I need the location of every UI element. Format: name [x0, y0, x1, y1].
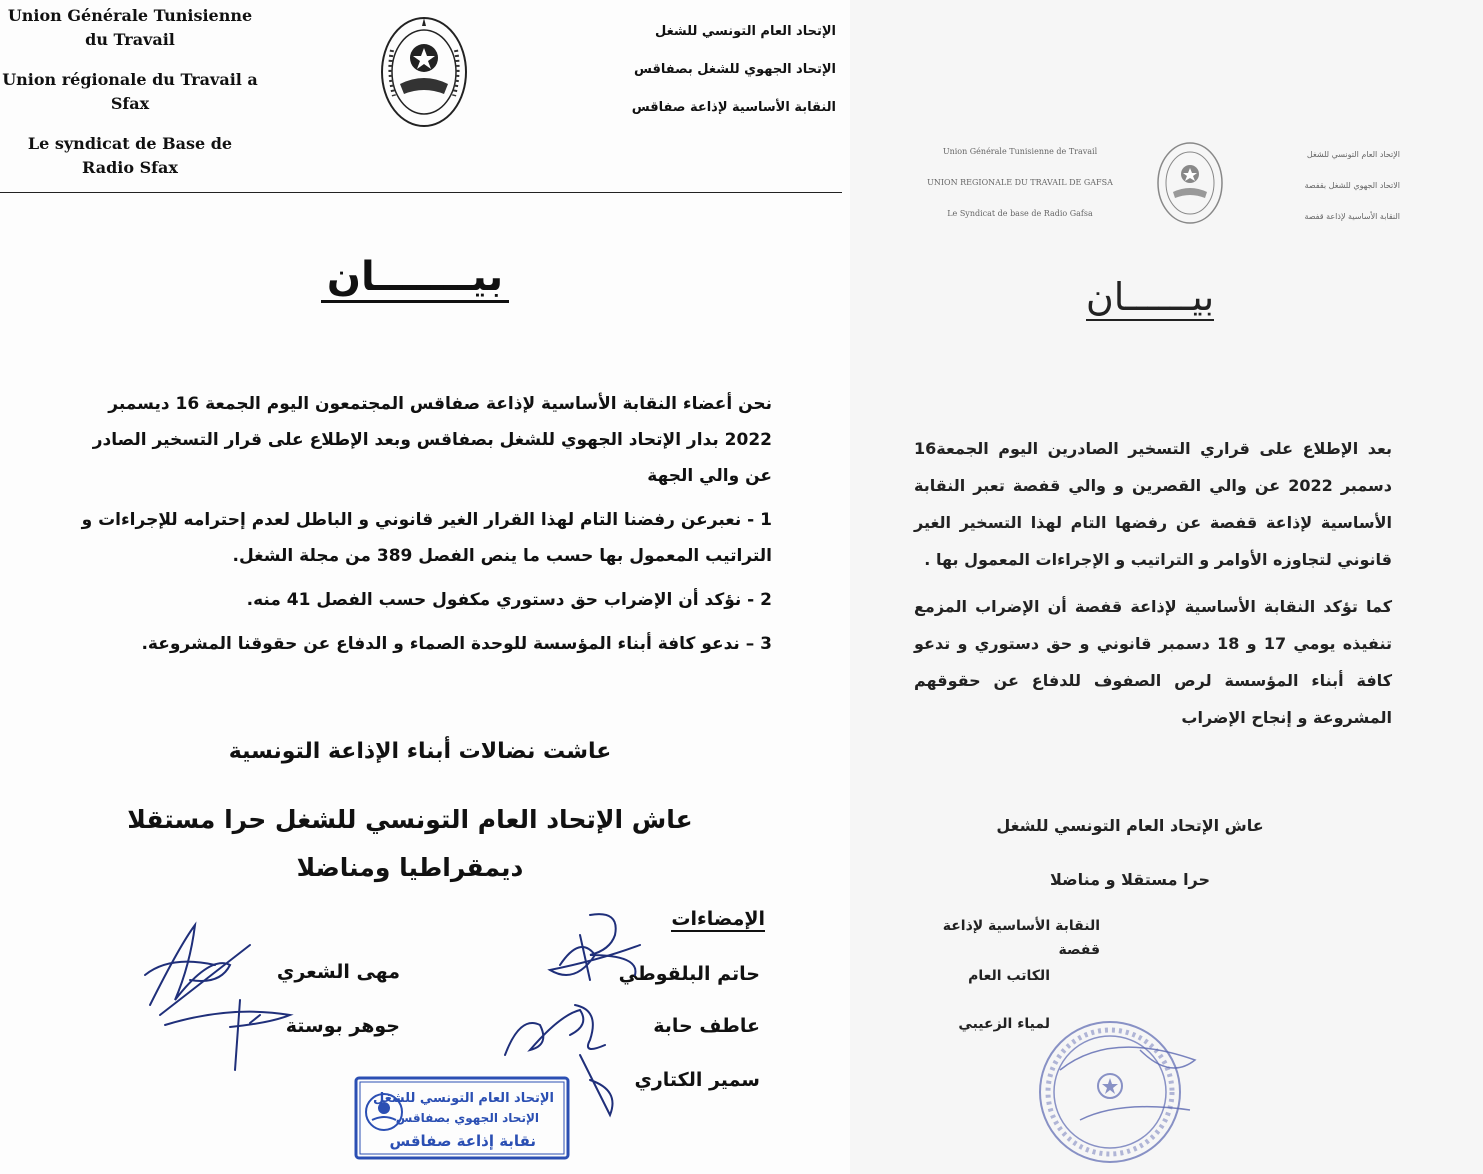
left-statement-body: [60, 386, 772, 670]
left-header-arabic: [576, 22, 836, 136]
signer-name: جوهر بوستة: [285, 1015, 400, 1037]
stamp-line-2: الإتحاد الجهوي بصفاقس: [395, 1111, 539, 1125]
right-statement-body: [914, 430, 1392, 746]
right-statement-document: [850, 0, 1483, 1174]
left-slogan-ugtt: عاش الإتحاد العام التونسي للشغل حرا مستقلا ديمقراطيا ومناضلا: [127, 805, 693, 882]
header-divider: [0, 192, 842, 193]
left-slogan-radio: عاشت نضالات أبناء الإذاعة التونسية: [228, 739, 612, 764]
stamp-line-1: الإتحاد العام التونسي للشغل: [372, 1091, 554, 1106]
left-header-french: [0, 4, 260, 196]
left-header-fr-line-2: Union régionale du Travail a Sfax: [2, 70, 258, 113]
right-document-title: [1000, 272, 1300, 322]
right-header-fr-line-2: UNION REGIONALE DU TRAVAIL DE GAFSA: [927, 178, 1113, 187]
right-signer-role: الكاتب العام: [968, 968, 1050, 984]
stamp-line-3: نقابة إذاعة صفاقس: [389, 1132, 536, 1150]
right-footer-line-1: عاش الإتحاد العام التونسي للشغل: [996, 816, 1264, 835]
left-document-title: [300, 252, 530, 302]
right-title-text: بيــــــان: [1085, 275, 1215, 319]
left-point-1: 1 - نعبرعن رفضنا التام لهذا القرار الغير قانوني و الباطل لعدم إحترامه للإجراءات و التراتيب المعمول بها حسب ما ينص الفصل 389 من مجلة الشغل.: [81, 510, 772, 566]
left-intro-paragraph: نحن أعضاء النقابة الأساسية لإذاعة صفاقس المجتمعون اليوم الجمعة 16 ديسمبر 2022 بدار الإتحاد الجهوي للشغل بصفاقس وبعد الإطلاع على قرار التسخير الصادر عن والي الجهة: [92, 394, 772, 486]
left-header-ar-line-2: الإتحاد الجهوي للشغل بصفاقس: [633, 62, 836, 77]
signer-name: حاتم البلقوطي: [618, 963, 760, 985]
left-header-ar-line-3: النقابة الأساسية لإذاعة صفاقس: [631, 100, 836, 115]
right-signer-name: لمياء الزعيبي: [958, 1016, 1050, 1032]
ugtt-logo-icon: [378, 10, 470, 130]
round-union-stamp: [1020, 1010, 1200, 1174]
signatures-heading-text: الإمضاءات: [671, 908, 765, 930]
right-header-fr-line-3: Le Syndicat de base de Radio Gafsa: [947, 209, 1093, 218]
right-header-ar-line-3: النقابة الأساسية لإذاعة قفصة: [1304, 212, 1400, 221]
signer-name: مهى الشعري: [276, 961, 400, 983]
left-point-3: 3 – ندعو كافة أبناء المؤسسة للوحدة الصماء و الدفاع عن حقوقنا المشروعة.: [141, 634, 772, 654]
signer-name: سمير الكتاري: [634, 1069, 760, 1091]
left-title-text: بيـــــــان: [321, 254, 509, 303]
left-header-fr-line-1: Union Générale Tunisienne du Travail: [7, 6, 253, 49]
ugtt-logo-icon: [1155, 140, 1225, 226]
right-header-french: [910, 145, 1130, 238]
left-point-2: 2 - نؤكد أن الإضراب حق دستوري مكفول حسب الفصل 41 منه.: [246, 590, 772, 610]
right-paragraph-1: بعد الإطلاع على قراري التسخير الصادرين اليوم الجمعة16 دسمبر 2022 عن والي القصرين و والي قفصة تعبر النقابة الأساسية لإذاعة قفصة عن رفضها التام لهذا التسخير الغير قانوني لتجاوزه الأوامر و التراتيب و الإجراءات المعمول بها .: [914, 439, 1392, 569]
right-header-arabic: [1240, 148, 1400, 241]
signer-name: عاطف حابة: [653, 1015, 760, 1037]
right-header-ar-line-2: الاتحاد الجهوي للشغل بقفصة: [1304, 181, 1400, 190]
right-paragraph-2: كما تؤكد النقابة الأساسية لإذاعة قفصة أن الإضراب المزمع تنفيذه يومي 17 و 18 دسمبر قانوني و حق دستوري و تدعو كافة أبناء المؤسسة لرص الصفوف للدفاع عن حقوقهم المشروعة و إنجاح الإضراب: [914, 597, 1392, 727]
left-header-fr-line-3: Le syndicat de Base de Radio Sfax: [27, 134, 233, 177]
right-header-fr-line-1: Union Générale Tunisienne de Travail: [942, 147, 1098, 156]
right-union-name: النقابة الأساسية لإذاعة قفصة: [942, 918, 1100, 958]
right-footer-line-2: حرا مستقلا و مناضلا: [1049, 870, 1211, 889]
left-header-ar-line-1: الإتحاد العام التونسي للشغل: [654, 24, 836, 39]
union-stamp: [354, 1076, 570, 1160]
right-header-ar-line-1: الإتحاد العام التونسي للشغل: [1306, 150, 1400, 159]
